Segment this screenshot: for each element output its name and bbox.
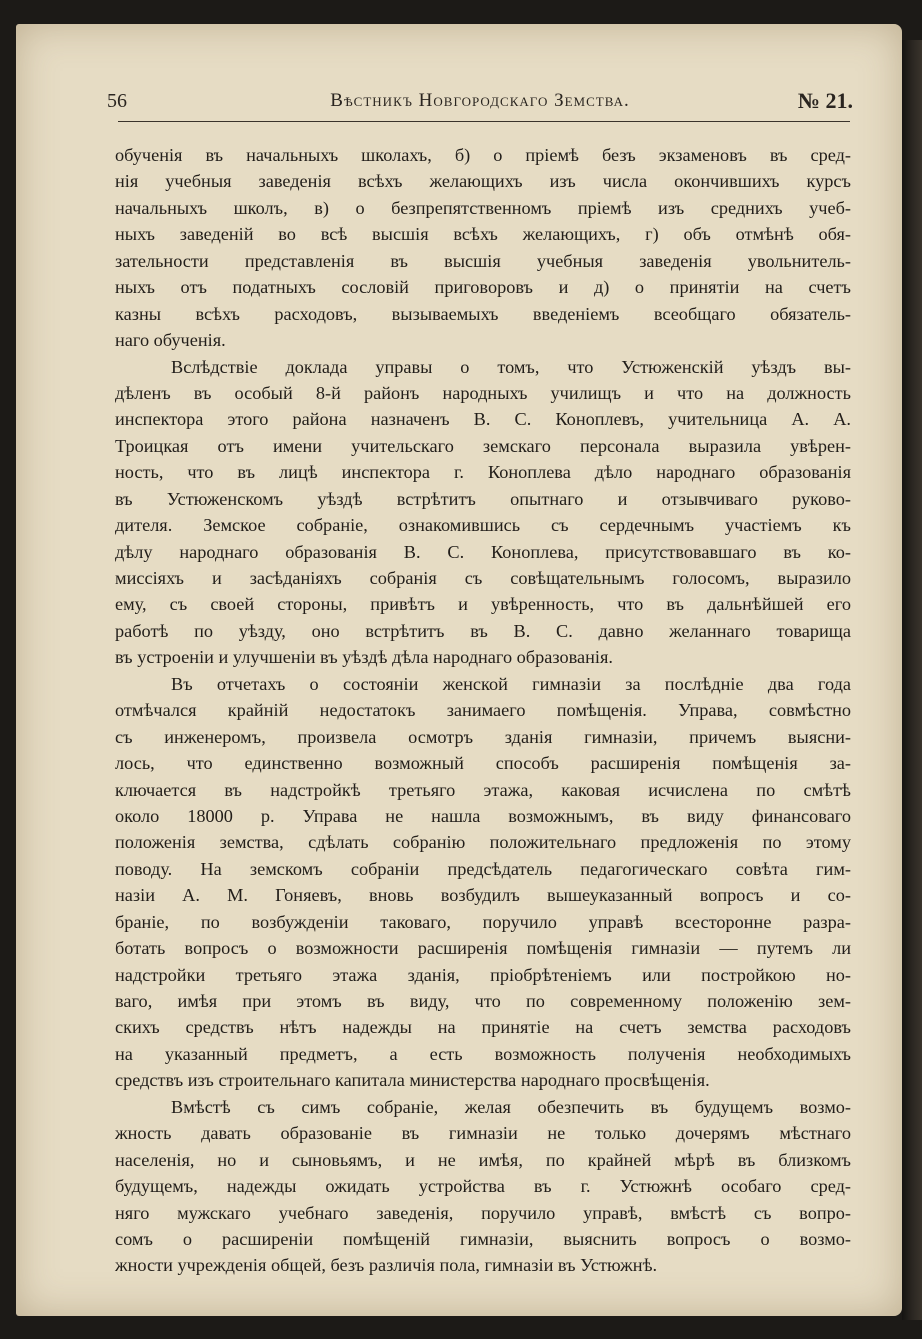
next-page-edge [902, 40, 922, 1320]
article-body [115, 142, 851, 1279]
text-line: будущемъ, надежды ожидать устройства въ г. Устюжнѣ особаго сред- [115, 1176, 851, 1197]
text-line: браніе, по возбужденіи таковаго, поручило управѣ всесторонне разра- [115, 911, 851, 932]
paragraph [115, 671, 851, 1094]
text-line: на указанный предметъ, а есть возможность полученія необходимыхъ [115, 1043, 851, 1064]
text-line: дѣлу народнаго образованія В. С. Коноплева, присутствовавшаго въ ко- [115, 541, 851, 562]
paragraph [115, 142, 851, 354]
text-line: инспектора этого района назначенъ В. С. Коноплевъ, учительница А. А. [115, 409, 851, 430]
text-line: ключается въ надстройкѣ третьяго этажа, каковая исчислена по смѣтѣ [115, 779, 851, 800]
text-line: ныхъ отъ податныхъ сословій приговоровъ и д) о принятіи на счетъ [115, 277, 851, 298]
text-line: около 18000 р. Управа не нашла возможнымъ, въ виду финансоваго [115, 805, 851, 826]
text-line: дѣленъ въ особый 8-й районъ народныхъ училищъ и что на должность [115, 382, 851, 403]
text-line: средствъ изъ строительнаго капитала министерства народнаго просвѣщенія. [115, 1070, 710, 1091]
text-line: положенія земства, сдѣлать собранію положительнаго предложенія по этому [115, 832, 851, 853]
text-line: надстройки третьяго этажа зданія, пріобрѣтеніемъ или постройкою но- [115, 964, 851, 985]
text-line: казны всѣхъ расходовъ, вызываемыхъ введеніемъ всеобщаго обязатель- [115, 303, 851, 324]
text-line: наго обученія. [115, 330, 226, 351]
text-line: Вмѣстѣ съ симъ собраніе, желая обезпечить въ будущемъ возмо- [171, 1096, 851, 1117]
text-line: работѣ по уѣзду, оно встрѣтитъ въ В. С. давно желаннаго товарища [115, 620, 851, 641]
text-line: жность давать образованіе въ гимназіи не только дочерямъ мѣстнаго [115, 1123, 851, 1144]
text-line: скихъ средствъ нѣтъ надежды на принятіе на счетъ земства расходовъ [115, 1017, 851, 1038]
text-line: начальныхъ школъ, в) о безпрепятственномъ пріемѣ изъ среднихъ учеб- [115, 197, 851, 218]
paragraph [115, 1094, 851, 1279]
text-line: ему, съ своей стороны, привѣтъ и увѣренность, что въ дальнѣйшей его [115, 594, 851, 615]
text-line: съ инженеромъ, произвела осмотръ зданія гимназіи, причемъ выясни- [115, 726, 851, 747]
text-line: жности учрежденія общей, безъ различія пола, гимназіи въ Устюжнѣ. [115, 1255, 658, 1276]
text-line: отмѣчался крайній недостатокъ занимаего помѣщенія. Управа, совмѣстно [115, 700, 851, 721]
text-line: лось, что единственно возможный способъ расширенія помѣщенія за- [115, 753, 851, 774]
text-line: въ Устюженскомъ уѣздѣ встрѣтитъ опытнаго и отзывчиваго руково- [115, 488, 851, 509]
text-line: ваго, имѣя при этомъ въ виду, что по современному положенію зем- [115, 991, 851, 1011]
text-line: зательности представленія въ высшія учебныя заведенія увольнитель- [115, 250, 851, 271]
issue-number: № 21. [797, 88, 853, 113]
text-line: населенія, но и сыновьямъ, и не имѣя, по крайней мѣрѣ въ близкомъ [115, 1149, 851, 1170]
paragraph [115, 354, 851, 671]
running-header [107, 88, 853, 122]
page-number: 56 [107, 90, 127, 112]
journal-title: Вѣстникъ Новгородскаго Земства. [330, 90, 630, 111]
text-line: Троицкая отъ имени учительскаго земскаго персонала выразила увѣрен- [115, 435, 851, 456]
text-line: ботать вопросъ о возможности расширенія помѣщенія гимназіи — путемъ ли [115, 938, 851, 959]
text-line: назіи А. М. Гоняевъ, вновь возбудилъ вышеуказанный вопросъ и со- [115, 885, 851, 906]
text-line: обученія въ начальныхъ школахъ, б) о пріемѣ безъ экзаменовъ въ сред- [115, 145, 851, 165]
text-line: сомъ о расширеніи помѣщеній гимназіи, выяснить вопросъ о возмо- [115, 1228, 851, 1249]
text-line: въ устроеніи и улучшеніи въ уѣздѣ дѣла народнаго образованія. [115, 647, 613, 668]
text-line: нія учебныя заведенія всѣхъ желающихъ изъ числа окончившихъ курсъ [115, 171, 851, 192]
header-rule [118, 121, 850, 122]
text-line: Вслѣдствіе доклада управы о томъ, что Устюженскій уѣздъ вы- [171, 356, 851, 377]
text-line: ныхъ заведеній во всѣ высшія всѣхъ желающихъ, г) объ отмѣнѣ обя- [115, 224, 851, 245]
text-line: поводу. На земскомъ собраніи предсѣдатель педагогическаго совѣта гим- [115, 858, 851, 879]
text-line: ность, что въ лицѣ инспектора г. Коноплева дѣло народнаго образованія [115, 462, 851, 483]
text-line: миссіяхъ и засѣданіяхъ собранія съ совѣщательнымъ голосомъ, выразило [115, 568, 851, 588]
text-line: дителя. Земское собраніе, ознакомившись съ сердечнымъ участіемъ къ [115, 515, 851, 536]
text-line: няго мужскаго учебнаго заведенія, поручило управѣ, вмѣстѣ съ вопро- [115, 1202, 851, 1223]
text-line: Въ отчетахъ о состояніи женской гимназіи за послѣдніе два года [171, 673, 851, 694]
